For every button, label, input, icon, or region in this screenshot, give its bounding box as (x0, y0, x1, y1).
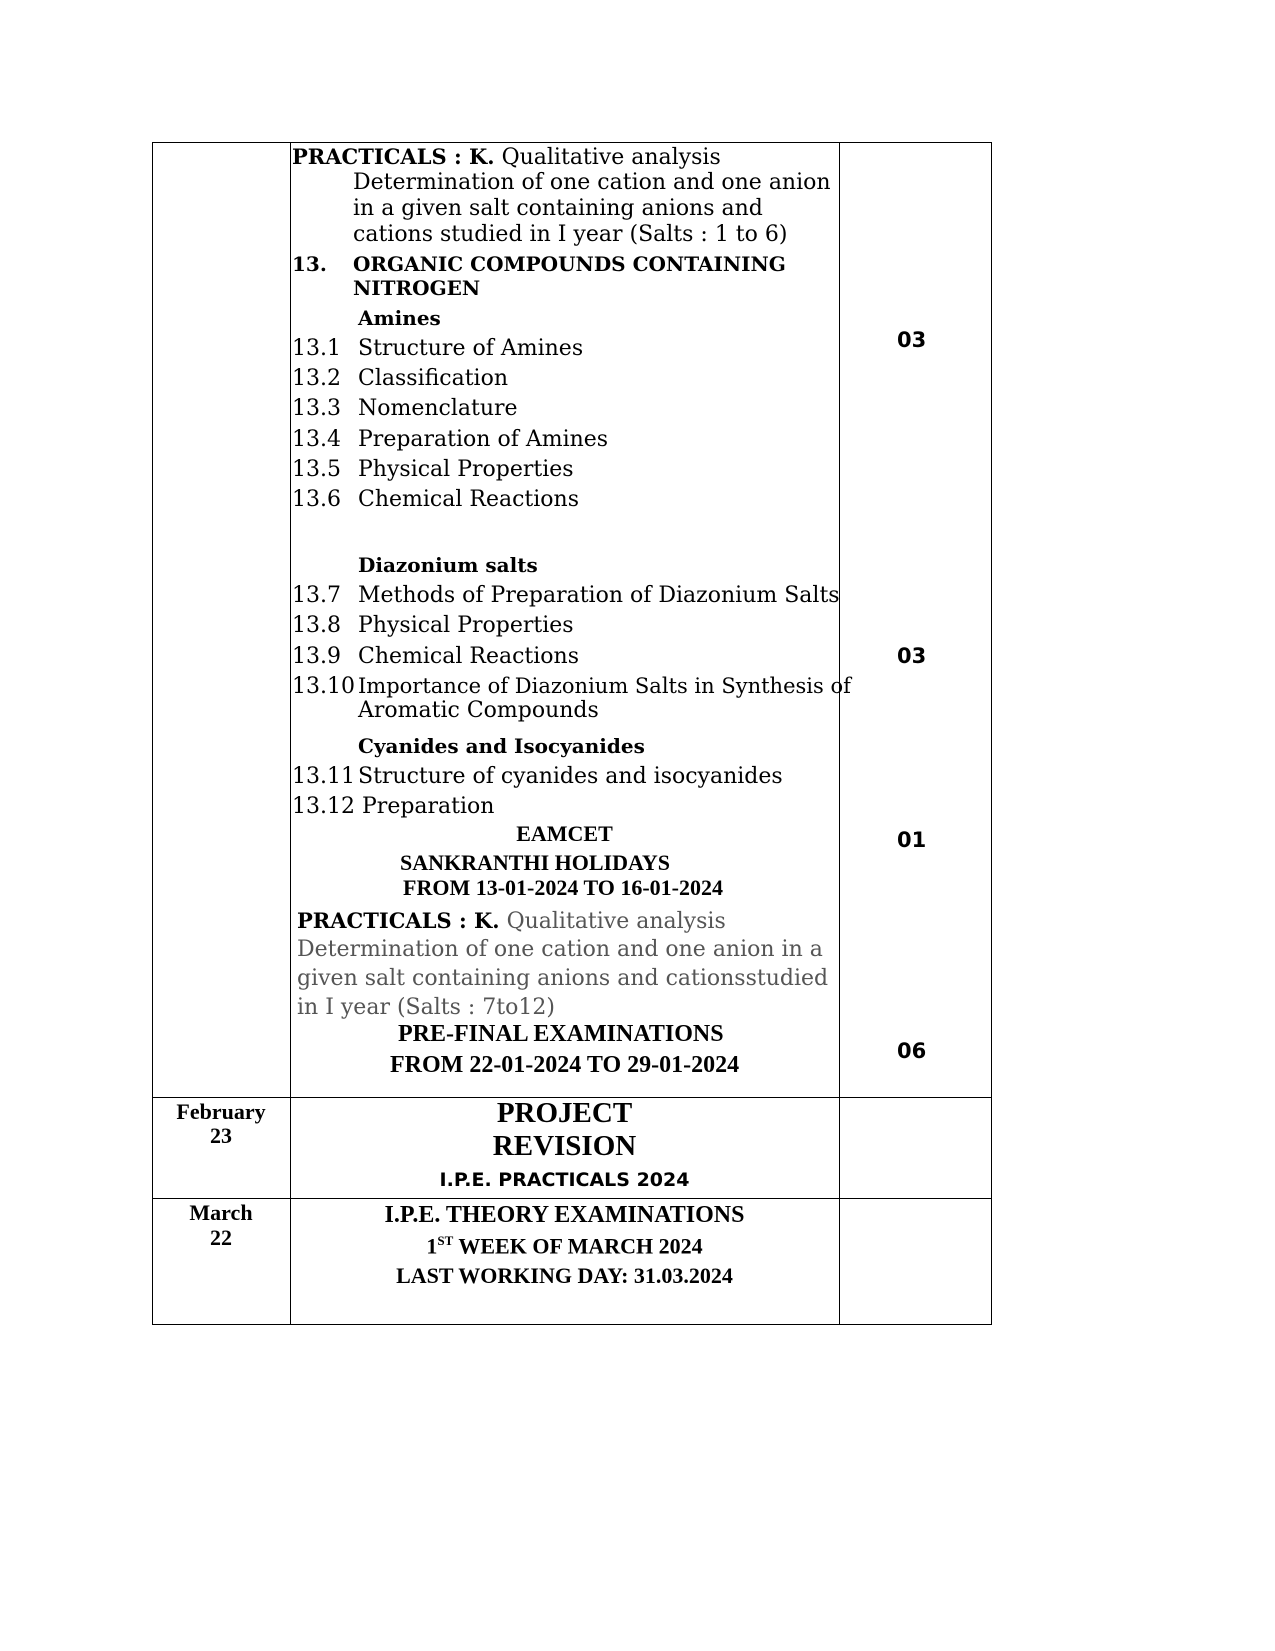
section-heading-amines: Amines (358, 306, 441, 330)
column-divider-2 (839, 142, 840, 1325)
practicals-prefix: PRACTICALS : K. (297, 908, 500, 933)
practicals-line: cations studied in I year (Salts : 1 to 6) (353, 222, 788, 247)
practicals-prefix: PRACTICALS : K. (292, 144, 495, 169)
topic-text: Structure of cyanides and isocyanides (358, 764, 783, 789)
prefinal-title: PRE-FINAL EXAMINATIONS (398, 1021, 724, 1047)
topic-number: 13.2 (292, 366, 341, 391)
table-bottom-border (152, 1324, 992, 1325)
practicals-title: Qualitative analysis (501, 145, 721, 170)
chapter-title-line: ORGANIC COMPOUNDS CONTAINING (353, 252, 786, 276)
topic-number: 13.6 (292, 487, 341, 512)
topic-number: 13.1 (292, 336, 341, 361)
topic-number: 13.5 (292, 457, 341, 482)
topic-number: 13.10 (292, 674, 355, 699)
topic-text: Preparation (362, 794, 495, 819)
topic-text: Physical Properties (358, 457, 574, 482)
section-heading-cyanides: Cyanides and Isocyanides (358, 734, 645, 758)
row-divider-2 (152, 1198, 992, 1199)
periods-value: 03 (897, 644, 927, 668)
exam-week-label (290, 1233, 839, 1259)
week-number: 1 (426, 1233, 438, 1259)
table-right-border (991, 142, 992, 1325)
topic-text-continued: Aromatic Compounds (358, 698, 599, 723)
topic-number: 13.7 (292, 583, 341, 608)
eamcet-label: EAMCET (516, 821, 613, 846)
topic-text: Methods of Preparation of Diazonium Salts (358, 583, 840, 608)
section-heading-diazonium: Diazonium salts (358, 553, 538, 577)
practicals-heading-2 (297, 908, 726, 934)
topic-number: 13.8 (292, 613, 341, 638)
practicals-heading-1 (292, 144, 721, 170)
topic-number: 13.3 (292, 396, 341, 421)
periods-value: 03 (897, 328, 927, 352)
last-working-day-label: LAST WORKING DAY: 31.03.2024 (396, 1263, 733, 1288)
topic-text: Chemical Reactions (358, 487, 579, 512)
topic-text: Structure of Amines (358, 336, 584, 361)
topic-number: 13.12 (292, 794, 355, 819)
topic-text: Physical Properties (358, 613, 574, 638)
topic-text: Importance of Diazonium Salts in Synthesis of (358, 674, 851, 698)
chapter-title-line: NITROGEN (353, 276, 481, 300)
periods-value: 06 (897, 1039, 927, 1063)
working-days: 22 (210, 1225, 232, 1250)
holidays-title: SANKRANTHI HOLIDAYS (400, 850, 670, 875)
holidays-dates: FROM 13-01-2024 TO 16-01-2024 (403, 875, 723, 900)
topic-text: Classification (358, 366, 509, 391)
month-march: March (189, 1200, 253, 1225)
practicals-title: Qualitative analysis (506, 909, 726, 934)
week-suffix: ST (437, 1233, 454, 1248)
ipe-practicals-label: I.P.E. PRACTICALS 2024 (439, 1169, 690, 1191)
practicals-line: in a given salt containing anions and (353, 196, 763, 221)
month-february: February (176, 1099, 266, 1124)
working-days: 23 (210, 1123, 232, 1148)
revision-label: REVISION (492, 1130, 637, 1162)
topic-text: Preparation of Amines (358, 427, 609, 452)
table-top-border (152, 142, 992, 143)
practicals-line: given salt containing anions and cationsstudied (297, 966, 829, 991)
periods-value: 01 (897, 828, 927, 852)
week-text: WEEK OF MARCH 2024 (453, 1233, 703, 1259)
topic-text: Chemical Reactions (358, 644, 579, 669)
practicals-line: Determination of one cation and one anion in a (297, 937, 823, 962)
topic-number: 13.11 (292, 764, 355, 789)
chapter-number: 13. (292, 252, 327, 276)
topic-number: 13.4 (292, 427, 341, 452)
project-label: PROJECT (496, 1097, 633, 1129)
prefinal-dates: FROM 22-01-2024 TO 29-01-2024 (390, 1052, 740, 1078)
practicals-line: Determination of one cation and one anion (353, 170, 831, 195)
topic-number: 13.9 (292, 644, 341, 669)
practicals-line: in I year (Salts : 7to12) (297, 995, 555, 1020)
topic-text: Nomenclature (358, 396, 518, 421)
theory-exams-label: I.P.E. THEORY EXAMINATIONS (384, 1202, 745, 1228)
